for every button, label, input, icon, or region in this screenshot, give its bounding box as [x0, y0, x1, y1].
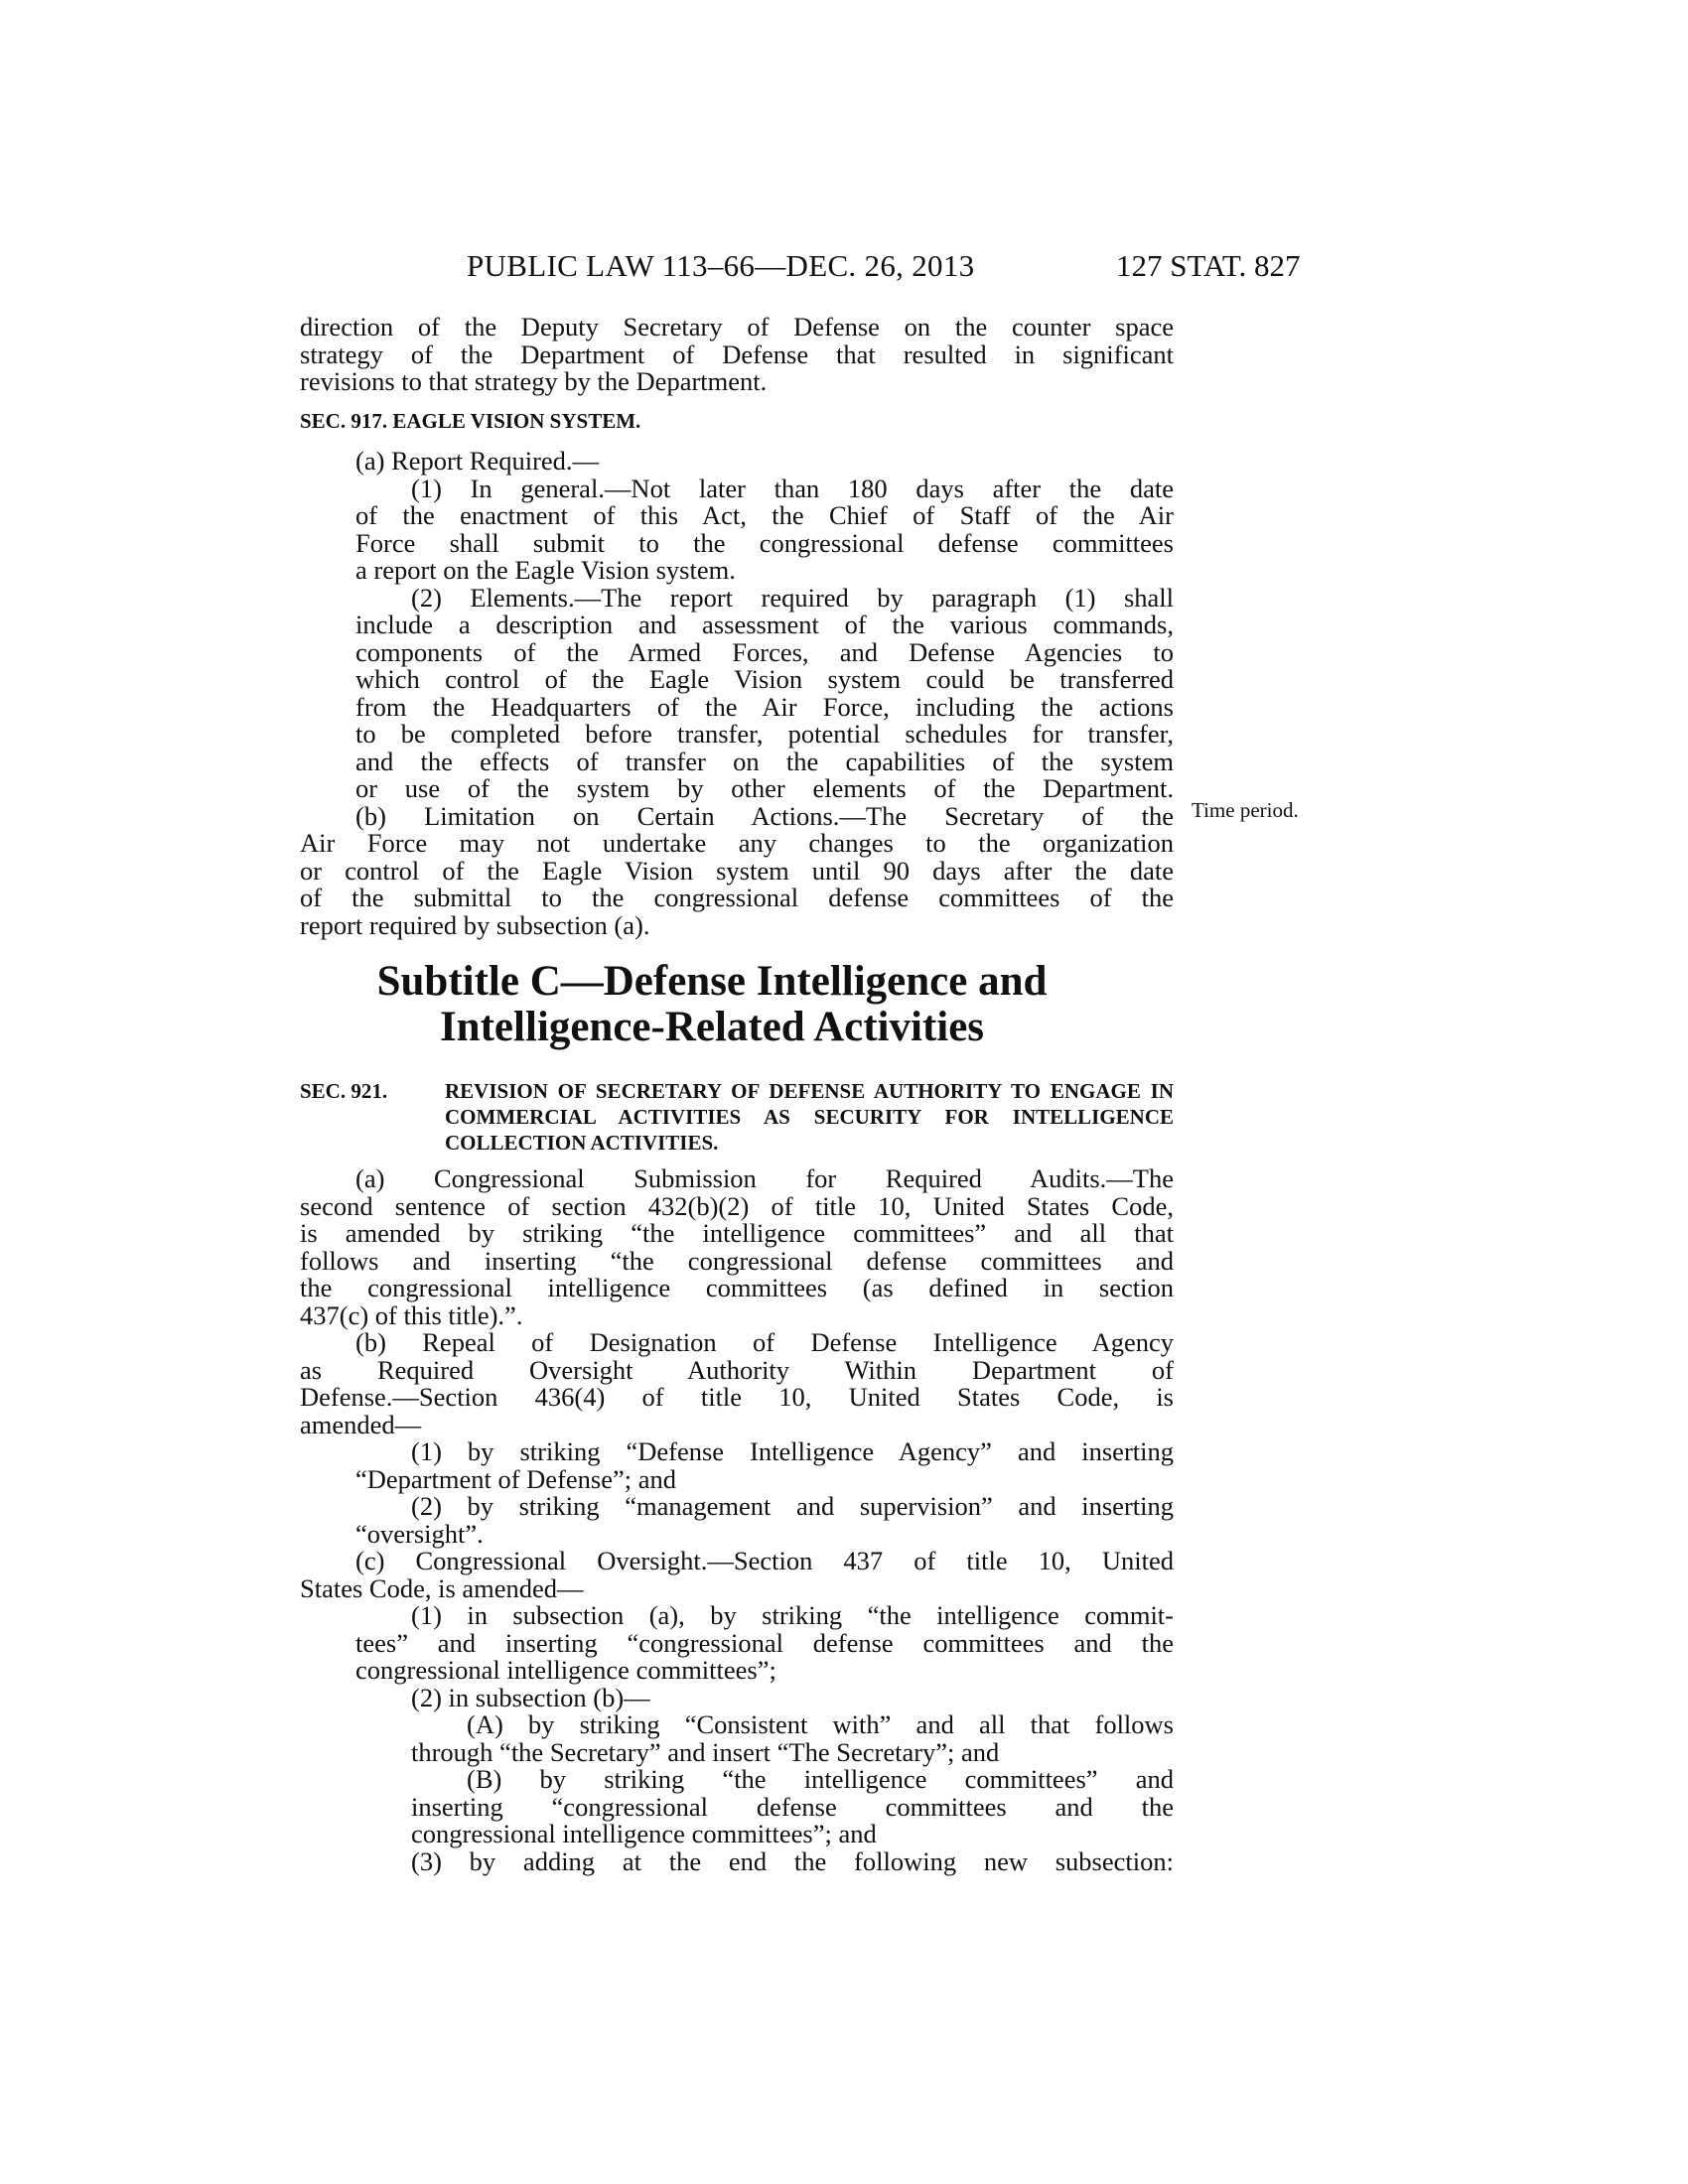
subsection-921-c [300, 1548, 1174, 1602]
text-line: Force shall submit to the congressional defense committees [355, 527, 1174, 558]
text-line: (1) in subsection (a), by striking “the intelligence commit- [411, 1600, 1174, 1630]
text-line: follows and inserting “the congressional defense committees and [300, 1245, 1174, 1276]
text-line: “Department of Defense”; and [355, 1463, 676, 1494]
text-line: Air Force may not undertake any changes to the organization [300, 828, 1174, 858]
paragraph-921-c1 [300, 1602, 1174, 1685]
text-line: a report on the Eagle Vision system. [355, 555, 736, 585]
text-line: to be completed before transfer, potential schedules for transfer, [355, 719, 1174, 749]
subtitle-heading [300, 959, 1124, 1050]
text-line: report required by subsection (a). [300, 909, 650, 940]
paragraph-a1 [300, 473, 1174, 585]
text-line: (3) by adding at the end the following new subsection: [411, 1845, 1174, 1876]
text-line: Defense.—Section 436(4) of title 10, United States Code, is [300, 1382, 1174, 1412]
paragraph-921-c3 [300, 1845, 1174, 1876]
subtitle-line-2: Intelligence-Related Activities [439, 1004, 985, 1050]
subsection-921-a [300, 1165, 1174, 1329]
text-line: through “the Secretary” and insert “The Secretary”; and [411, 1736, 1000, 1767]
text-line: amended— [300, 1409, 422, 1439]
text-line: of the submittal to the congressional defense committees of the [300, 883, 1174, 912]
paragraph-921-b1 [300, 1438, 1174, 1493]
document-body [300, 314, 1174, 1875]
margin-note-time-period: Time period. [1192, 798, 1299, 822]
subsection-a-heading-text: (a) Report Required.— [355, 446, 600, 476]
subparagraph-921-c2B [300, 1766, 1174, 1848]
text-line: include a description and assessment of the various commands, [355, 610, 1174, 639]
text-line: which control of the Eagle Vision system could be transferred [355, 664, 1174, 694]
text-line: congressional intelligence committees”; and [411, 1819, 877, 1848]
subtitle-line-1: Subtitle C—Defense Intelligence and [376, 958, 1048, 1005]
text-line: second sentence of section 432(b)(2) of title 10, United States Code, [300, 1190, 1174, 1221]
subparagraph-921-c2A [300, 1711, 1174, 1766]
text-line: from the Headquarters of the Air Force, including the actions [355, 691, 1174, 722]
text-line: and the effects of transfer on the capabilities of the system [355, 746, 1174, 776]
stat-page-number: 127 STAT. 827 [1116, 248, 1301, 283]
text-line: States Code, is amended— [300, 1572, 584, 1603]
text-line: or use of the system by other elements of the Department. [355, 773, 1174, 803]
text-line: inserting “congressional defense committees and the [411, 1791, 1174, 1822]
text-line: is amended by striking “the intelligence committees” and all that [300, 1218, 1174, 1248]
text-line: (A) by striking “Consistent with” and all that follows [467, 1709, 1174, 1739]
text-line: (2) in subsection (b)— [411, 1682, 650, 1712]
text-line: the congressional intelligence committees (as defined in section [300, 1273, 1174, 1302]
text-line: (B) by striking “the intelligence committees” and [467, 1764, 1174, 1794]
text-line: (b) Repeal of Designation of Defense Intelligence Agency [355, 1327, 1174, 1357]
text-line: or control of the Eagle Vision system until 90 days after the date [300, 855, 1174, 886]
text-line: direction of the Deputy Secretary of Defense on the counter space [300, 312, 1174, 341]
text-line: (1) by striking “Defense Intelligence Agency” and inserting [411, 1436, 1174, 1466]
text-line: of the enactment of this Act, the Chief of Staff of the Air [355, 500, 1174, 530]
subsection-b [300, 800, 1174, 940]
subsection-a-heading [300, 448, 1174, 476]
section-number: SEC. 921. [300, 1079, 388, 1103]
public-law-header: PUBLIC LAW 113–66—DEC. 26, 2013 [467, 248, 975, 283]
text-line: strategy of the Department of Defense that resulted in significant [300, 339, 1174, 369]
text-line: (1) In general.—Not later than 180 days after the date [411, 473, 1174, 503]
text-line: 437(c) of this title).”. [300, 1299, 523, 1330]
paragraph-a2 [300, 582, 1174, 803]
section-heading-917: SEC. 917. EAGLE VISION SYSTEM. [300, 408, 641, 433]
text-line: (2) Elements.—The report required by paragraph (1) shall [411, 582, 1174, 613]
section-title: REVISION OF SECRETARY OF DEFENSE AUTHORITY TO ENGAGE IN COMMERCIAL ACTIVITIES AS SECURITY FOR INTELLIGENCE COLLECTION ACTIVITIES. [445, 1079, 1174, 1155]
text-line: (a) Congressional Submission for Required Audits.—The [355, 1163, 1174, 1193]
text-line: revisions to that strategy by the Department. [300, 366, 768, 396]
text-line: tees” and inserting “congressional defense committees and the [355, 1627, 1174, 1658]
text-line: (2) by striking “management and supervision” and inserting [411, 1491, 1174, 1521]
text-line: (b) Limitation on Certain Actions.—The Secretary of the [355, 800, 1174, 831]
text-line: as Required Oversight Authority Within Department of [300, 1354, 1174, 1385]
paragraph-921-b2 [300, 1493, 1174, 1548]
subsection-921-b [300, 1329, 1174, 1438]
text-line: components of the Armed Forces, and Defense Agencies to [355, 636, 1174, 667]
text-line: “oversight”. [355, 1518, 484, 1549]
section-heading-921 [300, 1078, 1174, 1156]
paragraph-921-c2 [300, 1682, 1174, 1712]
text-line: (c) Congressional Oversight.—Section 437 of title 10, United [355, 1546, 1174, 1575]
text-line: congressional intelligence committees”; [355, 1655, 776, 1685]
